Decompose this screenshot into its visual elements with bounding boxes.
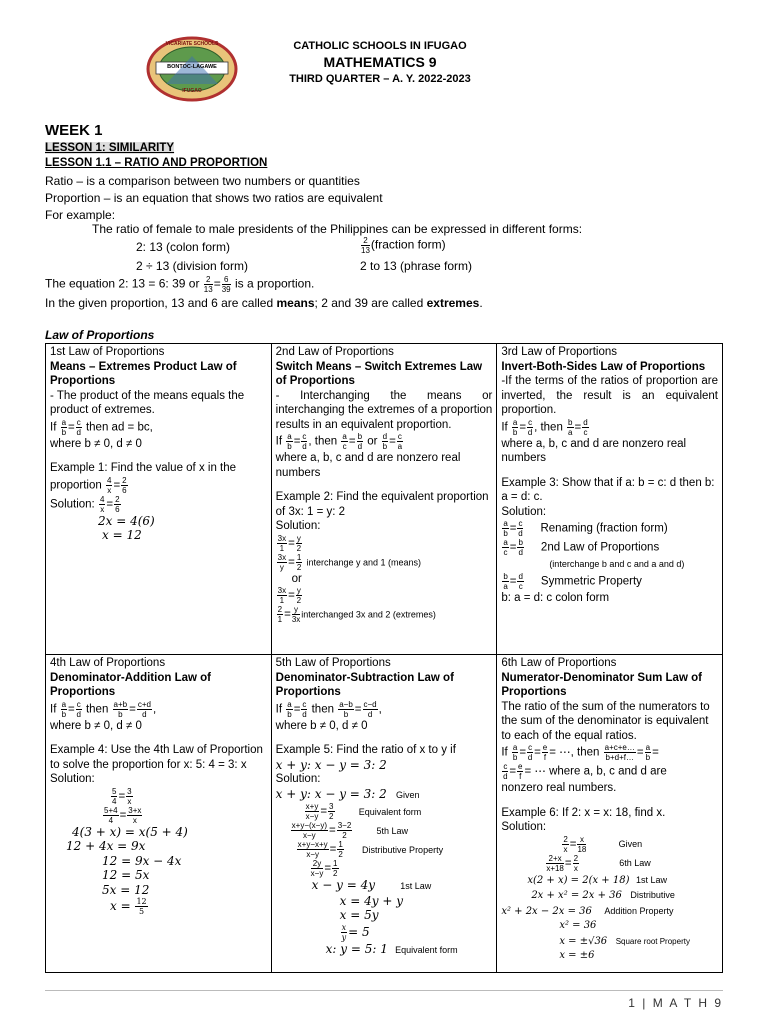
ratio-definition: Ratio – is a comparison between two numbers or quantities bbox=[45, 174, 360, 188]
for-example: For example: bbox=[45, 208, 116, 222]
law-2-cell: 2nd Law of Proportions Switch Means – Switch Extremes Law of Proportions - Interchanging the means or interchanging the extremes of a proportion results in an equivalent proportion. If $\frac{a}{b}$ = $\frac{c}{d}$ , then $\frac{a}{c}$ = $\frac{b}{d}$ or $\frac{d}{b}$ = $\frac{c}{a}$ where a, b, c and d are nonzero real numbers Example 2: Find the equivalent proportion of 3x: 1 = y: 2 Solution: $\frac{3x}{1}$ = $\frac{y}{2}$ $\frac{3x}{y}$ = $\frac{1}{2}$ interchange y and 1 (means) or $\frac{3x}{1}$ = $\frac{y}{2}$ $\frac{2}{1}$ = $\frac{y}{3x}$ interchanged 3x and 2 (extremes) bbox=[271, 344, 497, 655]
equation-pre: The equation 2: 13 = 6: 39 or bbox=[45, 276, 200, 291]
school-name: CATHOLIC SCHOOLS IN IFUGAO bbox=[293, 40, 467, 52]
means-extremes-line: In the given proportion, 13 and 6 are called means; 2 and 39 are called extremes. bbox=[45, 296, 483, 310]
law-6-note-5: Addition Property bbox=[604, 905, 674, 916]
law-6-rule-1: If $\frac{a}{b}$ = $\frac{c}{d}$ = $\frac{e}{f}$ = ⋯, then $\frac{a+c+e\dots}{b+d+f\dots}$ = $\frac{a}{b}$ = bbox=[501, 743, 659, 762]
law-1-where: where b ≠ 0, d ≠ 0 bbox=[50, 437, 142, 450]
logo-text-top: VICARIATE SCHOOLS bbox=[165, 41, 219, 47]
law-5-title: Denominator-Subtraction Law of Proportions bbox=[275, 671, 454, 698]
law-6-desc: The ratio of the sum of the numerators to the sum of the denominator is equivalent to each of the equal ratios. bbox=[501, 700, 710, 742]
law-6-note-6: Square root Property bbox=[615, 936, 690, 946]
law-5-note-3: 5th Law bbox=[376, 825, 409, 836]
equation-line: The equation 2: 13 = 6: 39 or $\frac{2}{13}$ = $\frac{6}{39}$ is a proportion. bbox=[45, 275, 315, 294]
week-title: WEEK 1 bbox=[45, 122, 103, 139]
law-4-solution: Solution: bbox=[50, 773, 95, 785]
logo-text-bottom: IFUGAO bbox=[182, 88, 202, 94]
law-3-heading: 3rd Law of Proportions bbox=[501, 346, 618, 358]
law-2-or: or bbox=[291, 572, 302, 585]
law-5-step-3: x = 4y + y bbox=[339, 893, 403, 908]
law-5-example-eq: x + y: x − y = 3: 2 bbox=[275, 757, 387, 772]
table-row bbox=[46, 655, 723, 973]
law-of-proportions-title: Law of Proportions bbox=[45, 328, 155, 342]
law-5-cell: 5th Law of Proportions Denominator-Subtraction Law of Proportions If $\frac{a}{b}$ = $\frac{c}{d}$ then $\frac{a-b}{b}$ = $\frac{c-d}{d}$ , where b ≠ 0, d ≠ 0 Example 5: Find the ratio of x to y if x + y: x − y = 3: 2 Solution: x + y: x − y = 3: 2 Given $\frac{x+y}{x-y}$ = $\frac{3}{2}$ Equivalent form $\frac{x+y-(x-y)}{x-y}$ = $\frac{3-2}{2}$ 5th Law $\frac{x+y-x+y}{x-y}$ = $\frac{1}{2}$ Distributive Property $\frac{2y}{x-y}$ = $\frac{1}{2}$ x − y = 4y 1st Law x = 4y + y x = 5y $\frac{x}{y}$ = 5 x: y = 5: 1 Equivalent form bbox=[271, 655, 497, 973]
colon-form: 2: 13 (colon form) bbox=[136, 240, 231, 254]
fraction-form-label: (fraction form) bbox=[370, 237, 446, 252]
page-footer: 1 | M A T H 9 bbox=[628, 996, 723, 1010]
law-2-rule: If $\frac{a}{b}$ = $\frac{c}{d}$ , then $\frac{a}{c}$ = $\frac{b}{d}$ or $\frac{d}{b}$ = $\frac{c}{a}$ bbox=[275, 432, 403, 451]
laws-table bbox=[45, 343, 723, 973]
fraction-form-row bbox=[360, 236, 446, 255]
law-6-cell: 6th Law of Proportions Numerator-Denominator Sum Law of Proportions The ratio of the sum of the numerators to the sum of the denominator is equivalent to each of the equal ratios. If $\frac{a}{b}$ = $\frac{c}{d}$ = $\frac{e}{f}$ = ⋯, then $\frac{a+c+e\dots}{b+d+f\dots}$ = $\frac{a}{b}$ = $\frac{c}{d}$ = $\frac{e}{f}$ = ⋯ where a, b, c and d are nonzero real numbers. Example 6: If 2: x = x: 18, find x. Solution: $\frac{2}{x}$ = $\frac{x}{18}$ Given $\frac{2+x}{x+18}$ = $\frac{2}{x}$ 6th Law x(2 + x) = 2(x + 18) 1st Law 2x + x² = 2x + 36 Distributive x² + 2x − 2x = 36 Addition Property x² = 36 x = ±√36 Square root Property x = ±6 bbox=[497, 655, 723, 973]
law-2-solution: Solution: bbox=[275, 520, 321, 532]
law-6-step-4: x² = 36 bbox=[559, 920, 597, 931]
law-4-step-1: 4(3 + x) = x(5 + 4) bbox=[72, 824, 188, 839]
law-3-last: b: a = d: c colon form bbox=[501, 591, 610, 604]
law-4-cell: 4th Law of Proportions Denominator-Addition Law of Proportions If $\frac{a}{b}$ = $\frac{c}{d}$ then $\frac{a+b}{b}$ = $\frac{c+d}{d}$ , where b ≠ 0, d ≠ 0 Example 4: Use the 4th Law of Proportion to solve the proportion for x: 5: 4 = 3: x Solution: $\frac{5}{4}$ = $\frac{3}{x}$ $\frac{5+4}{4}$ = $\frac{3+x}{x}$ 4(3 + x) = x(5 + 4) 12 + 4x = 9x 12 = 9x − 4x 12 = 5x 5x = 12 x = $\frac{12}{5}$ bbox=[46, 655, 272, 973]
law-5-step-4: x = 5y bbox=[339, 908, 379, 922]
law-4-title: Denominator-Addition Law of Proportions bbox=[50, 671, 211, 698]
law-6-solution: Solution: bbox=[501, 821, 547, 833]
law-2-note-1: interchange y and 1 (means) bbox=[306, 557, 422, 568]
law-4-step-2: 12 + 4x = 9x bbox=[66, 839, 146, 853]
law-6-note-3: 1st Law bbox=[636, 874, 668, 885]
school-logo bbox=[146, 36, 238, 102]
law-6-note-2: 6th Law bbox=[619, 858, 651, 869]
law-2-where: where a, b, c and d are nonzero real numbers bbox=[275, 452, 461, 479]
law-3-desc: -If the terms of the ratios of proportion are inverted, the result is an equivalent proportion. bbox=[501, 375, 718, 416]
law-5-solution: Solution: bbox=[275, 773, 321, 785]
law-5-note-1: Given bbox=[396, 789, 420, 800]
law-6-step-6: x = ±6 bbox=[559, 950, 595, 961]
law-3-note-1: Renaming (fraction form) bbox=[540, 522, 668, 535]
equation-post: is a proportion. bbox=[234, 276, 315, 291]
law-1-rule: If $\frac{a}{b}$ = $\frac{c}{d}$ then ad = bc, bbox=[50, 417, 153, 437]
proportion-definition: Proportion – is an equation that shows two ratios are equivalent bbox=[45, 191, 383, 205]
law-4-example: Example 4: Use the 4th Law of Proportion to solve the proportion for x: 5: 4 = 3: x bbox=[50, 744, 263, 771]
law-6-heading: 6th Law of Proportions bbox=[501, 657, 617, 669]
phrase-form: 2 to 13 (phrase form) bbox=[360, 259, 473, 273]
law-4-heading: 4th Law of Proportions bbox=[50, 657, 166, 669]
logo-text-mid: BONTOC-LAGAWE bbox=[167, 64, 217, 70]
law-3-example: Example 3: Show that if a: b = c: d then b: a = d: c. bbox=[501, 476, 715, 503]
law-3-note-2: 2nd Law of Proportions bbox=[540, 541, 660, 554]
fraction-2-13: $\frac{2}{13}$ bbox=[361, 236, 370, 255]
law-4-step-3: 12 = 9x − 4x bbox=[102, 853, 182, 868]
example-sentence: The ratio of female to male presidents of the Philippines can be expressed in different forms: bbox=[92, 222, 583, 236]
law-5-note-2: Equivalent form bbox=[358, 806, 422, 817]
lesson-title: LESSON 1: SIMILARITY bbox=[45, 142, 175, 154]
law-2-title: Switch Means – Switch Extremes Law of Proportions bbox=[275, 360, 483, 387]
sublesson-title: LESSON 1.1 – RATIO AND PROPORTION bbox=[45, 157, 268, 169]
law-6-where: nonzero real numbers. bbox=[501, 782, 617, 794]
law-2-heading: 2nd Law of Proportions bbox=[275, 346, 394, 358]
means-word: means bbox=[276, 296, 315, 310]
division-form: 2 ÷ 13 (division form) bbox=[136, 259, 248, 273]
law-3-where: where a, b, c and d are nonzero real numbers bbox=[501, 437, 687, 464]
term: THIRD QUARTER – A. Y. 2022-2023 bbox=[289, 73, 471, 85]
law-2-example: Example 2: Find the equivalent proportion of 3x: 1 = y: 2 bbox=[275, 491, 489, 518]
law-6-rule-2: $\frac{c}{d}$ = $\frac{e}{f}$ = ⋯ where a, b, c and d are bbox=[503, 762, 667, 781]
table-row bbox=[46, 344, 723, 655]
law-3-note-2b: (interchange b and c and a and d) bbox=[549, 559, 685, 569]
law-6-note-1: Given bbox=[618, 839, 643, 850]
law-5-rule: If $\frac{a}{b}$ = $\frac{c}{d}$ then $\frac{a-b}{b}$ = $\frac{c-d}{d}$ , bbox=[275, 699, 382, 719]
law-5-note-5: 1st Law bbox=[400, 881, 432, 891]
law-1-solution: Solution: $\frac{4}{x}$ = $\frac{2}{6}$ bbox=[50, 494, 120, 514]
law-4-rule: If $\frac{a}{b}$ = $\frac{c}{d}$ then $\frac{a+b}{b}$ = $\frac{c+d}{d}$ , bbox=[50, 699, 157, 719]
law-5-heading: 5th Law of Proportions bbox=[275, 657, 391, 669]
footer-rule bbox=[45, 990, 723, 991]
law-1-heading: 1st Law of Proportions bbox=[50, 346, 165, 358]
law-1-step-1: 2x = 4(6) bbox=[98, 513, 155, 528]
law-5-note-4: Distributive Property bbox=[362, 844, 444, 855]
law-3-title: Invert-Both-Sides Law of Proportions bbox=[501, 360, 706, 373]
law-1-step-2: x = 12 bbox=[102, 528, 142, 542]
law-6-example: Example 6: If 2: x = x: 18, find x. bbox=[501, 806, 666, 819]
law-4-step-4: 12 = 5x bbox=[102, 868, 150, 882]
law-3-rule: If $\frac{a}{b}$ = $\frac{c}{d}$ , then $\frac{b}{a}$ = $\frac{d}{c}$ bbox=[501, 417, 588, 437]
law-4-step-5: 5x = 12 bbox=[102, 882, 150, 897]
extremes-word: extremes bbox=[426, 296, 480, 310]
law-5-where: where b ≠ 0, d ≠ 0 bbox=[275, 719, 368, 732]
law-5-example: Example 5: Find the ratio of x to y if bbox=[275, 744, 456, 756]
law-6-title: Numerator-Denominator Sum Law of Proportions bbox=[501, 671, 702, 698]
law-1-title: Means – Extremes Product Law of Proportions bbox=[50, 360, 237, 387]
law-2-desc: - Interchanging the means or interchanging the extremes of a proportion results in an equivalent proportion. bbox=[275, 389, 493, 431]
law-4-where: where b ≠ 0, d ≠ 0 bbox=[50, 719, 142, 732]
law-3-solution: Solution: bbox=[501, 505, 547, 518]
law-6-note-4: Distributive bbox=[630, 890, 675, 900]
law-5-note-6: Equivalent form bbox=[395, 944, 458, 955]
law-3-cell: 3rd Law of Proportions Invert-Both-Sides Law of Proportions -If the terms of the ratios of proportion are inverted, the result is an equivalent proportion. If $\frac{a}{b}$ = $\frac{c}{d}$ , then $\frac{b}{a}$ = $\frac{d}{c}$ where a, b, c and d are nonzero real numbers Example 3: Show that if a: b = c: d then b: a = d: c. Solution: $\frac{a}{b}$ = $\frac{c}{d}$ Renaming (fraction form) $\frac{a}{c}$ = $\frac{b}{d}$ 2nd Law of Proportions (interchange b and c and a and d) $\frac{b}{a}$ = $\frac{d}{c}$ Symmetric Property b: a = d: c colon form bbox=[497, 344, 723, 655]
law-3-note-3: Symmetric Property bbox=[540, 575, 642, 588]
law-1-cell bbox=[46, 344, 272, 655]
law-1-desc: - The product of the means equals the product of extremes. bbox=[50, 389, 245, 416]
law-1-example: Example 1: Find the value of x in the proportion $\frac{4}{x}$ = $\frac{2}{6}$ bbox=[50, 462, 237, 495]
subject-title: MATHEMATICS 9 bbox=[323, 54, 437, 70]
law-2-note-2: interchanged 3x and 2 (extremes) bbox=[301, 609, 436, 620]
